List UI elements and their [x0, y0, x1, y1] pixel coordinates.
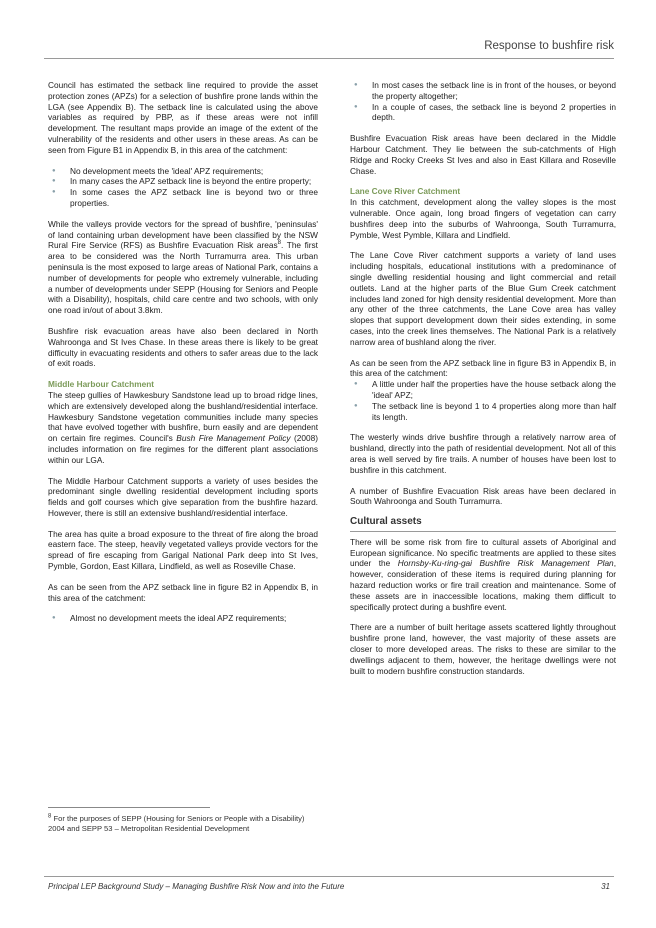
footnote-rule — [48, 807, 210, 808]
footnote-ref: 8 — [277, 240, 282, 247]
list-item: ● A little under half the properties have the house setback along the 'ideal' APZ; — [350, 379, 616, 401]
paragraph: Bushfire Evacuation Risk areas have been declared in the Middle Harbour Catchment. They lie between the sub-catchments of High Ridge and Rocky Creeks St Ives and also in East Killara and Roseville Chase. — [350, 133, 616, 176]
list-item: ● In a couple of cases, the setback line is beyond 2 properties in depth. — [350, 102, 616, 124]
section-heading: Cultural assets — [350, 517, 616, 532]
paragraph: Council has estimated the setback line required to provide the asset protection zones (APZs) for a selection of bushfire prone lands within the LGA (see Appendix B). The setback line is calculated using the above variables as required by PBP, as if these areas were not infill development. The resultant maps provide an image of the extent of the vulnerability of the residents and other users in these areas. As can be seen from Figure B1 in Appendix B, in this area of the catchment: — [48, 80, 318, 155]
paragraph — [48, 219, 318, 316]
paragraph — [350, 537, 616, 613]
paragraph: A number of Bushfire Evacuation Risk areas have been declared in South Wahroonga and South Turramurra. — [350, 485, 616, 507]
text-run: While the valleys provide vectors for the spread of bushfire, 'peninsulas' of land containing urban development have been classified by the NSW Rural Fire Service (RFS) as Bushfire Evacuation Risk areas — [48, 218, 318, 251]
list-item: ● No development meets the 'ideal' APZ requirements; — [48, 166, 318, 177]
list-item: ● The setback line is beyond 1 to 4 properties along more than half its length. — [350, 401, 616, 423]
paragraph: The Middle Harbour Catchment supports a variety of uses besides the predominant single dwelling residential development including sports fields and golf courses which give separation from the bushfire hazard. However, there is still an extensive bushland/residential interface. — [48, 475, 318, 518]
footnote-number: 8 — [48, 813, 52, 820]
header-rule — [44, 58, 614, 59]
list-item: ● In some cases the APZ setback line is beyond two or three properties. — [48, 187, 318, 209]
text-run: , however, consideration of these items is required during planning for hazard reduction works or fire trail creation and maintenance. Some of these assets are in inaccessible locations, making them difficult to specifically protect during a bushfire event. — [350, 558, 616, 612]
bullet-list — [48, 613, 318, 624]
policy-title: Bush Fire Management Policy — [176, 433, 291, 444]
paragraph: Bushfire risk evacuation areas have also been declared in North Wahroonga and St Ives Chase. In these areas there is likely to be great difficulty in evacuating residents and others to safer areas due to the lack of exit roads. — [48, 325, 318, 369]
plan-title: Hornsby-Ku-ring-gai Bushfire Risk Management Plan — [397, 558, 614, 569]
page-number: 31 — [601, 882, 610, 891]
list-item: ● In most cases the setback line is in front of the houses, or beyond the property altogether; — [350, 80, 616, 102]
footer-rule — [44, 876, 614, 877]
text-run: The steep gullies of Hawkesbury Sandstone lead up to broad ridge lines, which are extensively developed along the bushland/residential interface. Hawkesbury Sandstone vegetation communities include many species that have evolved together with bushfire, burn easily and are dependent on certain fire regimes. Council's — [48, 389, 318, 444]
list-item: ● In many cases the APZ setback line is beyond the entire property; — [48, 176, 318, 187]
subheading: Middle Harbour Catchment — [48, 379, 155, 390]
right-column — [350, 80, 616, 686]
bullet-list — [350, 80, 616, 123]
paragraph: The area has quite a broad exposure to the threat of fire along the broad eastern face. The steep, heavily vegetated valleys provide vectors for the spread of fire escaping from Garigal National Park deep into St Ives, Pymble, Gordon, East Killara, Lindfield, as well as Roseville Chase. — [48, 528, 318, 572]
text-run: . The first area to be considered was the North Turramurra area. This urban peninsula is the most exposed to large areas of National Park, contains a number of developments for people who extremely vulnerable, including a number of developments under SEPP (Housing for Seniors and People with a Disability), hospitals, child care centre and two schools, with only one road in/out of about 3.8km. — [48, 240, 318, 316]
paragraph: As can be seen from the APZ setback line in figure B3 in Appendix B, in this area of the catchment: — [350, 357, 616, 379]
paragraph: In this catchment, development along the valley slopes is the most vulnerable. Once again, long broad fingers of vegetation can carry bushfires deep into the suburbs of Wahroonga, South Turramurra, Pymble, West Pymble, Killara and Lindfield. — [350, 197, 616, 240]
running-header: Response to bushfire risk — [484, 40, 614, 52]
text-run: (2008) includes information on fire regimes for the different plant associations within our LGA. — [48, 433, 318, 465]
paragraph: As can be seen from the APZ setback line in figure B2 in Appendix B, in this area of the catchment: — [48, 581, 318, 603]
bullet-list — [48, 166, 318, 209]
paragraph: The Lane Cove River catchment supports a variety of land uses including hospitals, educational institutions with a predominance of single dwelling residential housing and light commercial and retail outlets. Land at the higher parts of the Blue Gum Creek catchment includes land zoned for high density residential development. More than any other of the three catchments, the Lane Cove area has valley slopes that support development down their sides extending, in some cases, into the creek lines themselves. The National Park is a relatively narrow area of bushland along the river. — [350, 250, 616, 347]
paragraph — [48, 390, 318, 466]
left-column — [48, 80, 318, 634]
running-footer: Principal LEP Background Study – Managing Bushfire Risk Now and into the Future — [48, 882, 345, 891]
subheading: Lane Cove River Catchment — [350, 186, 461, 197]
bullet-list — [350, 379, 616, 422]
paragraph: There are a number of built heritage assets scattered lightly throughout bushfire prone land, however, the vast majority of these assets are closer to more developed areas. The risks to these are similar to the dwellings adjacent to them, however, the heritage dwellings were not built to modern bushfire construction standards. — [350, 622, 616, 676]
list-item: ● Almost no development meets the ideal APZ requirements; — [48, 613, 318, 624]
footnote — [48, 814, 310, 834]
text-run: There will be some risk from fire to cultural assets of Aboriginal and European significance. No specific treatments are applied to these sites under the — [350, 536, 616, 569]
paragraph: The westerly winds drive bushfire through a relatively narrow area of bushland, directly into the path of residential development. Not all of this area is well served by fire trails. A number of houses have been lost to bushfire in this catchment. — [350, 432, 616, 475]
footnote-text: For the purposes of SEPP (Housing for Seniors or People with a Disability) 2004 and SEPP 53 – Metropolitan Residential Development — [48, 814, 305, 833]
